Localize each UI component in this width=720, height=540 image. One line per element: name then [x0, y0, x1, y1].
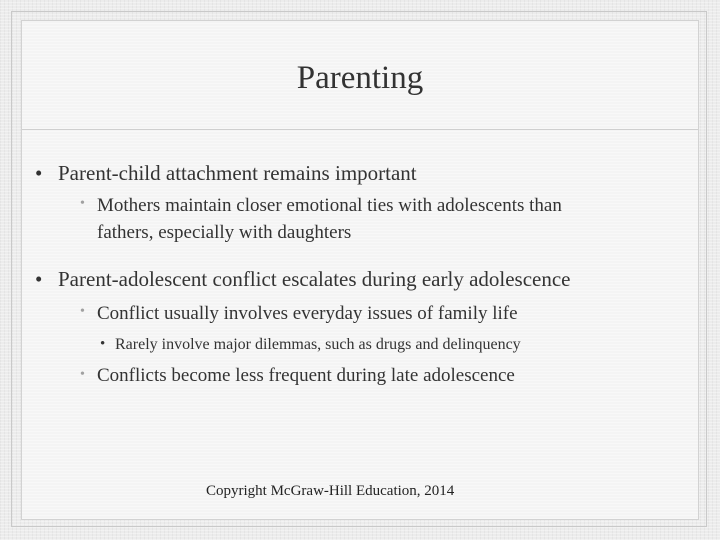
bullet-1-1-line-2: fathers, especially with daughters	[97, 222, 352, 243]
bullet-2-2-text: Conflicts become less frequent during late adolescence	[97, 365, 515, 386]
sub-sub-bullet-marker: •	[100, 336, 106, 352]
sub-bullet-marker: •	[80, 196, 85, 211]
bullet-marker: •	[35, 267, 43, 291]
copyright-footer: Copyright McGraw-Hill Education, 2014	[206, 483, 455, 499]
sub-bullet-marker: •	[80, 367, 85, 382]
bullet-2-1-text: Conflict usually involves everyday issues of family life	[97, 303, 518, 324]
bullet-2-1-1-text: Rarely involve major dilemmas, such as drugs and delinquency	[115, 336, 521, 353]
bullet-1-1-line-1: Mothers maintain closer emotional ties with adolescents than	[97, 195, 562, 216]
bullet-1-text: Parent-child attachment remains important	[58, 161, 417, 185]
bullet-marker: •	[35, 161, 43, 185]
slide-title: Parenting	[296, 59, 424, 96]
bullet-2-text: Parent-adolescent conflict escalates during early adolescence	[58, 267, 571, 291]
sub-bullet-marker: •	[80, 304, 85, 319]
